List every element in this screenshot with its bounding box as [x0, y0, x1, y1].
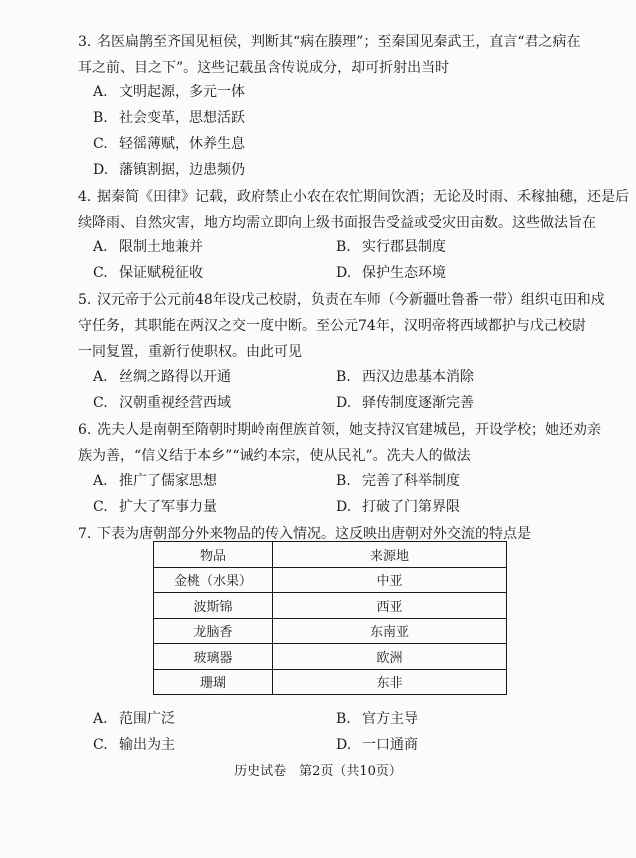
option-c[interactable]: C. 保证赋税征收: [93, 265, 203, 281]
question-number: 4.: [78, 189, 92, 205]
question-stem-line: 守任务，其职能在两汉之交一度中断。至公元74年，汉明帝将西域都护与戊己校尉: [78, 318, 586, 334]
question-number: 6.: [78, 422, 92, 438]
option-b[interactable]: B. 官方主导: [336, 711, 418, 727]
table-row: [154, 644, 507, 670]
question-number: 5.: [78, 292, 92, 308]
question-stem-line: 汉元帝于公元前48年设戊己校尉，负责在车师（今新疆吐鲁番一带）组织屯田和戍: [97, 292, 605, 308]
option-b[interactable]: B. 社会变革，思想活跃: [93, 110, 245, 126]
option-a[interactable]: A. 文明起源，多元一体: [93, 84, 245, 100]
option-c[interactable]: C. 轻徭薄赋，休养生息: [93, 136, 245, 152]
table-row: [154, 567, 507, 593]
question-stem-line: 下表为唐朝部分外来物品的传入情况。这反映出唐朝对外交流的特点是: [97, 526, 531, 542]
option-c[interactable]: C. 汉朝重视经营西域: [93, 395, 231, 411]
table-row: [154, 618, 507, 644]
option-a[interactable]: A. 范围广泛: [93, 711, 175, 727]
question-stem-line: 耳之前、目之下”。这些记载虽含传说成分，却可折射出当时: [78, 60, 450, 76]
option-b[interactable]: B. 西汉边患基本消除: [336, 369, 474, 385]
question-stem-line: 续降雨、自然灾害，地方均需立即向上级书面报告受益或受灾田亩数。这些做法旨在: [78, 215, 596, 231]
table-cell: 西亚: [273, 593, 507, 619]
question-stem-line: 名医扁鹊至齐国见桓侯，判断其“病在腠理”；至秦国见秦武王，直言“君之病在: [97, 34, 581, 50]
table-row: [154, 593, 507, 619]
option-a[interactable]: A. 推广了儒家思想: [93, 473, 217, 489]
option-d[interactable]: D. 一口通商: [336, 737, 418, 753]
table-cell: 东南亚: [273, 618, 507, 644]
option-d[interactable]: D. 驿传制度逐渐完善: [336, 395, 474, 411]
table-cell: 金桃（水果）: [154, 567, 273, 593]
page-footer: 历史试卷 第2页（共10页）: [234, 764, 402, 779]
question-stem-line: 冼夫人是南朝至隋朝时期岭南俚族首领，她支持汉官建城邑，开设学校；她还劝亲: [97, 422, 601, 438]
question-stem-line: 族为善，“信义结于本乡”“诫约本宗，使从民礼”。冼夫人的做法: [78, 448, 471, 464]
table-cell: 东非: [273, 669, 507, 695]
table-header-cell: 物品: [154, 542, 273, 568]
table-row: [154, 669, 507, 695]
table-cell: 欧洲: [273, 644, 507, 670]
question-stem-line: 一同复置，重新行使职权。由此可见: [78, 344, 302, 360]
option-c[interactable]: C. 输出为主: [93, 737, 175, 753]
question-stem-line: 据秦简《田律》记载，政府禁止小农在农忙期间饮酒；无论及时雨、禾稼抽穗，还是后: [97, 189, 629, 205]
table-cell: 波斯锦: [154, 593, 273, 619]
question-number: 7.: [78, 526, 92, 542]
option-d[interactable]: D. 藩镇割据，边患频仍: [93, 162, 245, 178]
option-b[interactable]: B. 实行郡县制度: [336, 239, 446, 255]
option-a[interactable]: A. 限制土地兼并: [93, 239, 203, 255]
question-number: 3.: [78, 34, 92, 50]
option-c[interactable]: C. 扩大了军事力量: [93, 499, 217, 515]
table-cell: 珊瑚: [154, 669, 273, 695]
option-a[interactable]: A. 丝绸之路得以开通: [93, 369, 231, 385]
table-header-row: [154, 542, 507, 568]
table-cell: 龙脑香: [154, 618, 273, 644]
table-header-cell: 来源地: [273, 542, 507, 568]
option-d[interactable]: D. 保护生态环境: [336, 265, 446, 281]
import-goods-table: [153, 541, 507, 695]
table-cell: 玻璃器: [154, 644, 273, 670]
table-cell: 中亚: [273, 567, 507, 593]
option-b[interactable]: B. 完善了科举制度: [336, 473, 460, 489]
option-d[interactable]: D. 打破了门第界限: [336, 499, 460, 515]
